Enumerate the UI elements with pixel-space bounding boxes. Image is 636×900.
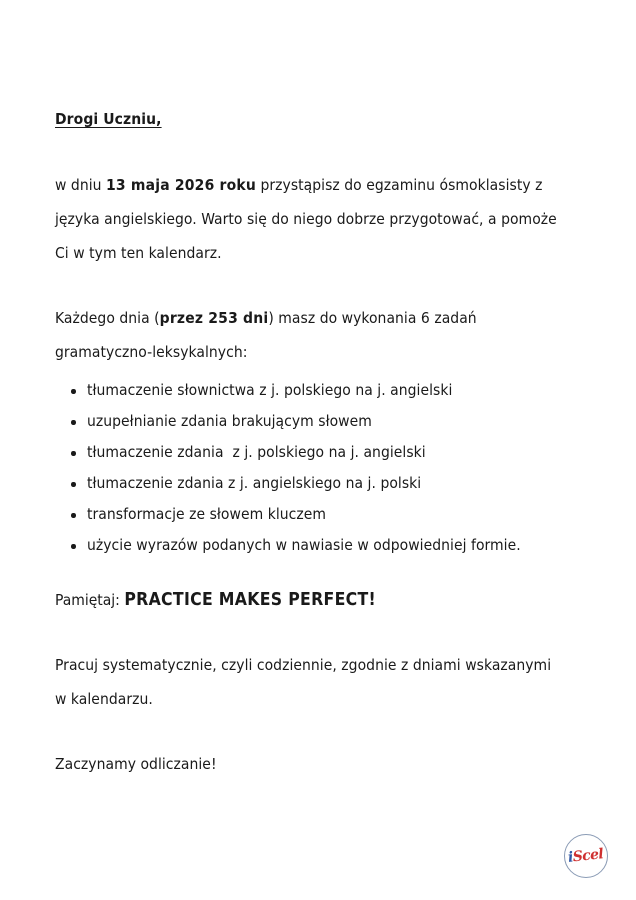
task-label: uzupełnianie zdania brakującym słowem — [87, 412, 372, 431]
salutation-text: Drogi Uczniu, — [55, 110, 162, 128]
countdown-line: Zaczynamy odliczanie! — [55, 755, 217, 774]
list-item — [55, 406, 560, 437]
task-label: tłumaczenie zdania z j. polskiego na j. angielski — [87, 443, 426, 462]
remember-label: Pamiętaj: — [55, 591, 125, 610]
logo-rest: Scel — [572, 846, 605, 866]
tasks-intro-paragraph — [55, 301, 560, 369]
list-item — [55, 375, 560, 406]
intro-after-date: przystąpisz do egzaminu ósmoklasisty z języka angielskiego. Warto się do niego dobrze przygotować, a pomoże Ci w tym ten kalendarz. — [55, 176, 557, 263]
task-label: tłumaczenie słownictwa z j. polskiego na j. angielski — [87, 381, 453, 400]
spacer — [55, 270, 560, 301]
list-item — [55, 530, 560, 561]
list-item — [55, 437, 560, 468]
spacer — [55, 617, 560, 648]
spacer — [55, 561, 560, 583]
task-list — [55, 375, 560, 561]
salutation — [55, 108, 560, 131]
intro-paragraph — [55, 168, 560, 270]
letter-body — [55, 108, 560, 781]
brand-logo — [564, 834, 608, 878]
spacer — [55, 131, 560, 168]
task-label: użycie wyrazów podanych w nawiasie w odpowiedniej formie. — [87, 536, 521, 555]
logo-wordmark — [568, 847, 604, 865]
intro-before-date: w dniu — [55, 176, 107, 195]
days-count: przez 253 dni — [159, 309, 269, 328]
motto-text: PRACTICE MAKES PERFECT! — [124, 590, 377, 611]
exam-date: 13 maja 2026 roku — [106, 176, 256, 195]
tasks-intro-after: ) masz do wykonania 6 zadań gramatyczno-leksykalnych: — [55, 309, 477, 362]
remember-line — [55, 583, 560, 617]
list-item — [55, 499, 560, 530]
logo-initial: i — [567, 849, 575, 866]
spacer — [55, 716, 560, 747]
list-item — [55, 468, 560, 499]
closing-paragraph: Pracuj systematycznie, czyli codziennie, zgodnie z dniami wskazanymi w kalendarzu. — [55, 656, 552, 709]
task-label: transformacje ze słowem kluczem — [87, 505, 326, 524]
task-label: tłumaczenie zdania z j. angielskiego na j. polski — [87, 474, 422, 493]
tasks-intro-before: Każdego dnia ( — [55, 309, 160, 328]
